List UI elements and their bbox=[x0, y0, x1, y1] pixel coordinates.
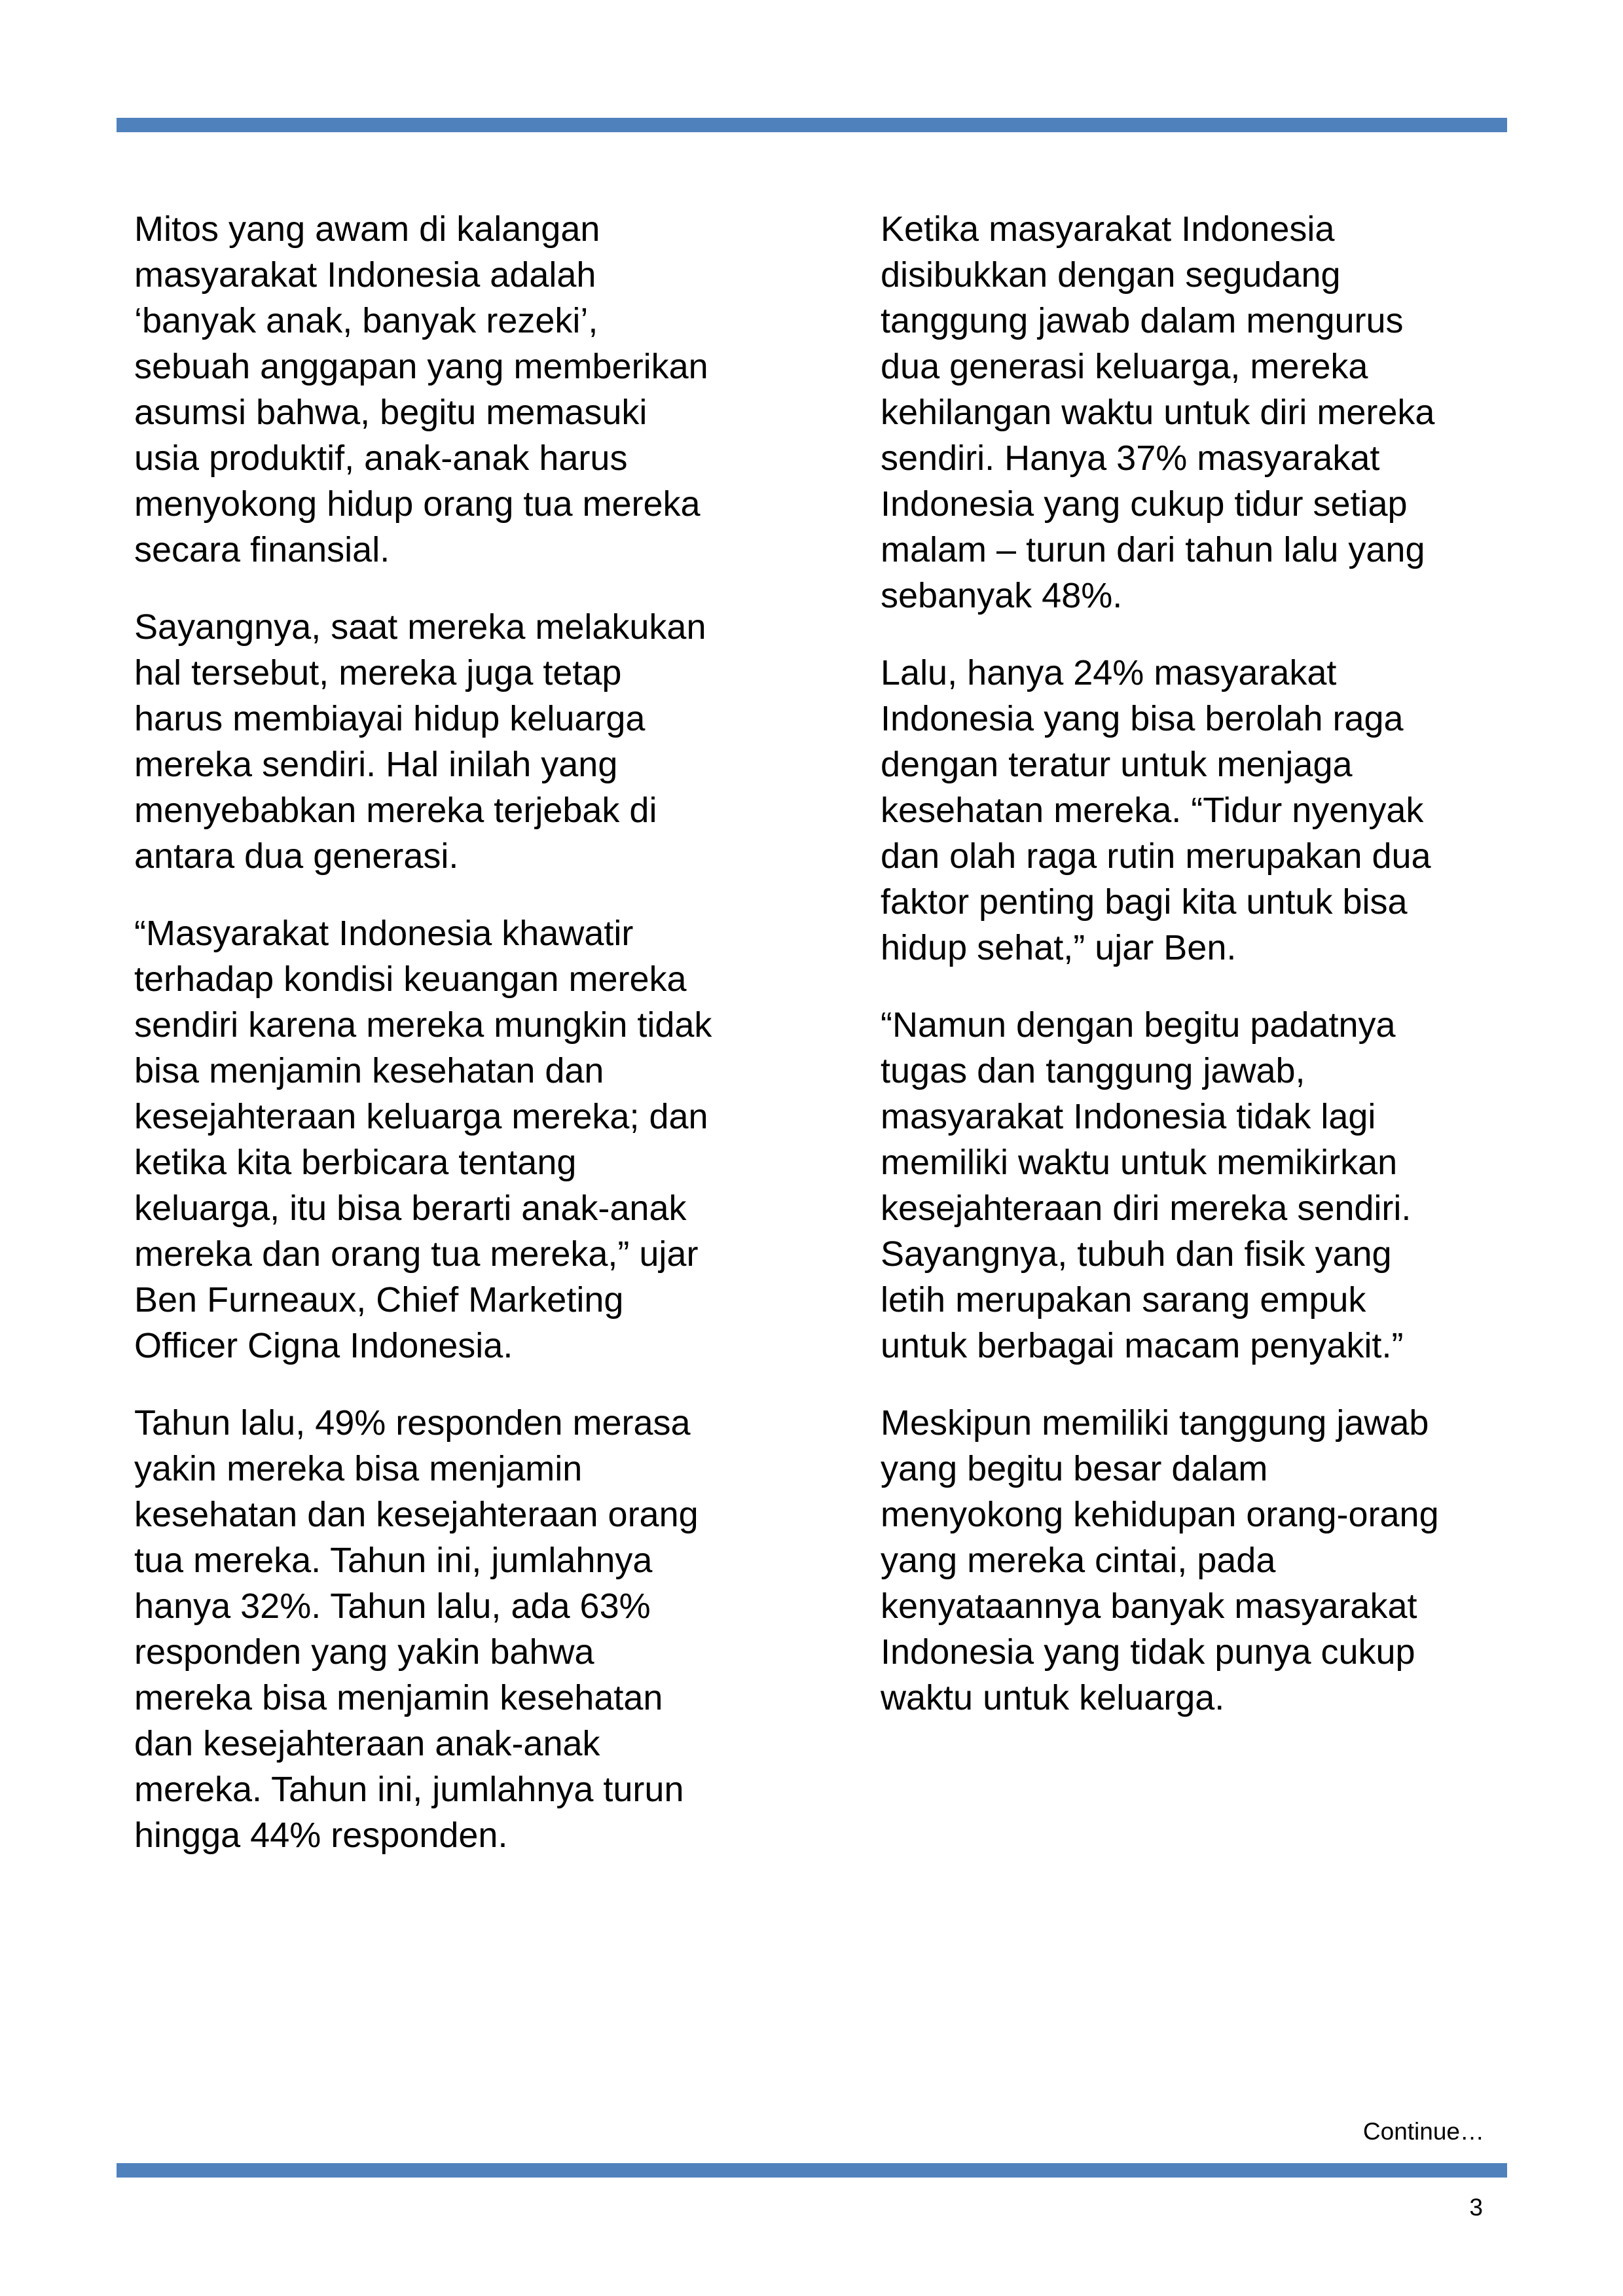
paragraph: Sayangnya, saat mereka melakukan hal tersebut, mereka juga tetap harus membiayai hidup keluarga mereka sendiri. Hal inilah yang menyebabkan mereka terjebak di antara dua generasi. bbox=[134, 607, 706, 876]
right-column bbox=[881, 206, 1529, 1752]
paragraph: Lalu, hanya 24% masyarakat Indonesia yang bisa berolah raga dengan teratur untuk menjaga kesehatan mereka. “Tidur nyenyak dan olah raga rutin merupakan dua faktor penting bagi kita untuk bisa hidup sehat,” ujar Ben. bbox=[881, 653, 1431, 967]
paragraph: Meskipun memiliki tanggung jawab yang begitu besar dalam menyokong kehidupan orang-orang yang mereka cintai, pada kenyataannya banyak masyarakat Indonesia yang tidak punya cukup waktu untuk keluarga. bbox=[881, 1403, 1439, 1717]
paragraph: Ketika masyarakat Indonesia disibukkan dengan segudang tanggung jawab dalam mengurus dua generasi keluarga, mereka kehilangan waktu untuk diri mereka sendiri. Hanya 37% masyarakat Indonesia yang cukup tidur setiap malam – turun dari tahun lalu yang sebanyak 48%. bbox=[881, 209, 1435, 615]
page-number: 3 bbox=[1469, 2194, 1483, 2221]
paragraph: Tahun lalu, 49% responden merasa yakin mereka bisa menjamin kesehatan dan kesejahteraan orang tua mereka. Tahun ini, jumlahnya hanya 32%. Tahun lalu, ada 63% responden yang yakin bahwa mereka bisa menjamin kesehatan dan kesejahteraan anak-anak mereka. Tahun ini, jumlahnya turun hingga 44% responden. bbox=[134, 1403, 699, 1855]
continue-label: Continue… bbox=[1362, 2118, 1484, 2145]
left-column bbox=[134, 206, 782, 1890]
paragraph: “Masyarakat Indonesia khawatir terhadap kondisi keuangan mereka sendiri karena mereka mungkin tidak bisa menjamin kesehatan dan kesejahteraan keluarga mereka; dan ketika kita berbicara tentang keluarga, itu bisa berarti anak-anak mereka dan orang tua mereka,” ujar Ben Furneaux, Chief Marketing Officer Cigna Indonesia. bbox=[134, 914, 712, 1365]
header-rule bbox=[117, 118, 1507, 132]
paragraph: Mitos yang awam di kalangan masyarakat Indonesia adalah ‘banyak anak, banyak rezeki’, sebuah anggapan yang memberikan asumsi bahwa, begitu memasuki usia produktif, anak-anak harus menyokong hidup orang tua mereka secara finansial. bbox=[134, 209, 708, 569]
paragraph: “Namun dengan begitu padatnya tugas dan tanggung jawab, masyarakat Indonesia tidak lagi memiliki waktu untuk memikirkan kesejahteraan diri mereka sendiri. Sayangnya, tubuh dan fisik yang letih merupakan sarang empuk untuk berbagai macam penyakit.” bbox=[881, 1005, 1412, 1365]
footer-rule bbox=[117, 2163, 1507, 2178]
